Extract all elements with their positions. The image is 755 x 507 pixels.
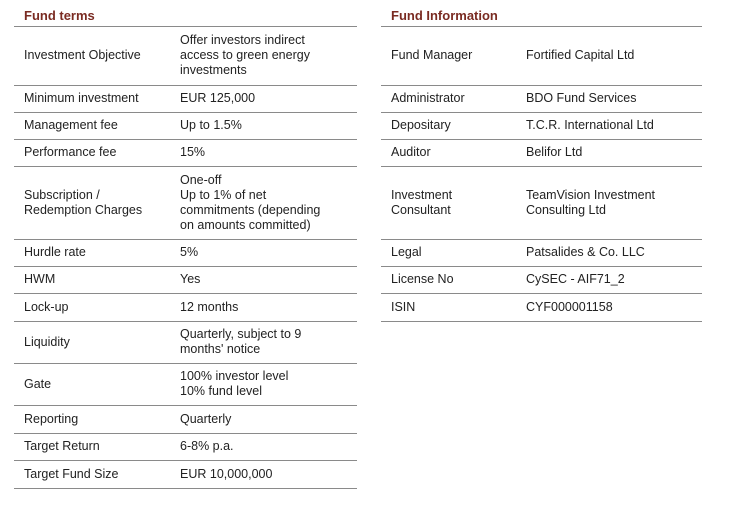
row-label: Liquidity [14,321,180,363]
row-label: ISIN [381,293,526,321]
row-value: 12 months [180,293,357,321]
table-row [381,293,702,321]
table-row [381,85,702,112]
row-value: EUR 10,000,000 [180,460,357,488]
row-value: Patsalides & Co. LLC [526,239,702,266]
row-label: Fund Manager [381,27,526,85]
table-row [381,27,702,85]
table-row [14,433,357,460]
table-row [14,405,357,433]
row-value: T.C.R. International Ltd [526,112,702,139]
row-label: Target Return [14,433,180,460]
row-value: Fortified Capital Ltd [526,27,702,85]
table-row [14,266,357,293]
row-value: 100% investor level 10% fund level [180,363,357,405]
row-value: Belifor Ltd [526,139,702,166]
table-row [381,166,702,239]
row-label: Auditor [381,139,526,166]
table-row [14,293,357,321]
table-row [14,321,357,363]
table-row [14,363,357,405]
row-value: Yes [180,266,357,293]
row-label: Subscription / Redemption Charges [14,166,180,239]
table-row [14,85,357,112]
fund-information-section [381,0,702,322]
row-value: 6-8% p.a. [180,433,357,460]
fund-information-table [381,27,702,322]
row-label: Hurdle rate [14,239,180,266]
row-value: BDO Fund Services [526,85,702,112]
fund-information-heading: Fund Information [381,0,702,27]
row-label: License No [381,266,526,293]
table-row [381,139,702,166]
row-value: TeamVision Investment Consulting Ltd [526,166,702,239]
row-label: Investment Consultant [381,166,526,239]
row-value: Quarterly, subject to 9 months' notice [180,321,357,363]
row-label: Management fee [14,112,180,139]
row-value: CySEC - AIF71_2 [526,266,702,293]
table-row [14,460,357,488]
table-row [14,27,357,85]
row-value: EUR 125,000 [180,85,357,112]
row-value: One-off Up to 1% of net commitments (depending on amounts committed) [180,166,357,239]
row-label: Legal [381,239,526,266]
table-row [381,239,702,266]
row-value: 15% [180,139,357,166]
table-row [14,239,357,266]
fund-terms-section [14,0,357,489]
row-value: Up to 1.5% [180,112,357,139]
table-row [14,112,357,139]
row-label: Investment Objective [14,27,180,85]
row-label: Depositary [381,112,526,139]
table-row [14,139,357,166]
row-value: 5% [180,239,357,266]
row-value: CYF000001158 [526,293,702,321]
fund-terms-table [14,27,357,489]
row-label: Reporting [14,405,180,433]
row-label: Administrator [381,85,526,112]
table-row [14,166,357,239]
table-row [381,266,702,293]
row-label: Performance fee [14,139,180,166]
table-row [381,112,702,139]
row-label: Target Fund Size [14,460,180,488]
row-label: Gate [14,363,180,405]
row-label: HWM [14,266,180,293]
row-label: Lock-up [14,293,180,321]
row-value: Quarterly [180,405,357,433]
row-label: Minimum investment [14,85,180,112]
row-value: Offer investors indirect access to green energy investments [180,27,357,85]
fund-terms-heading: Fund terms [14,0,357,27]
